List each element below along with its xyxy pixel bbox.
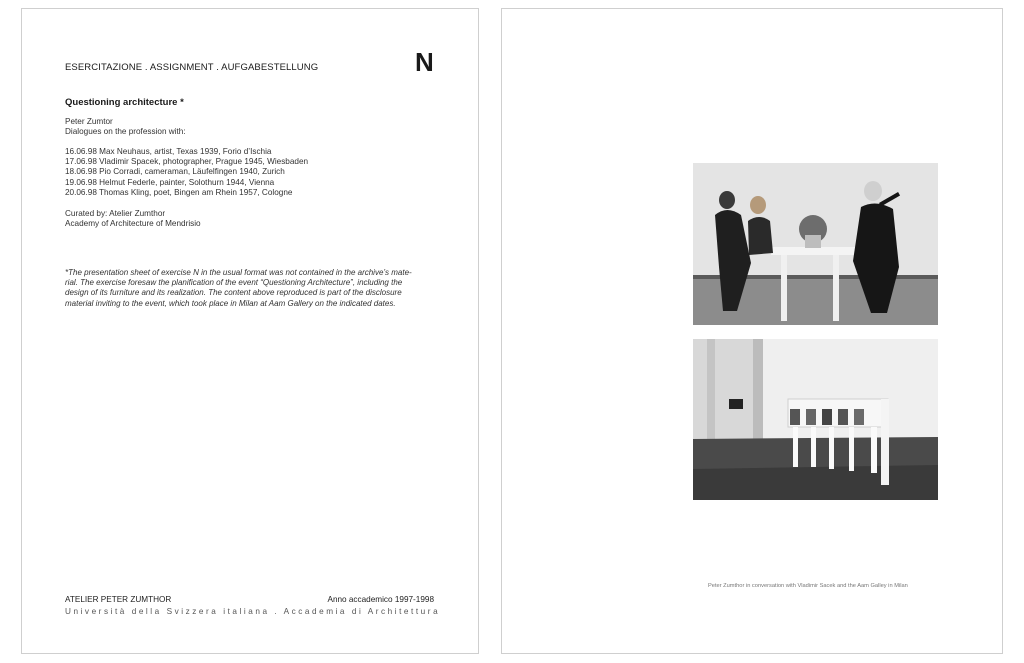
footnote-line: *The presentation sheet of exercise N in the usual format was not contained in the archive’s mate- bbox=[65, 268, 412, 277]
curated-block bbox=[65, 209, 201, 229]
right-page bbox=[501, 8, 1003, 654]
conversation-photo bbox=[693, 163, 938, 325]
academy-name: Academy of Architecture of Mendrisio bbox=[65, 219, 201, 229]
footnote-line: material inviting to the event, which took place in Milan at Aam Gallery on the indicated dates. bbox=[65, 298, 396, 308]
academic-year: Anno accademico 1997-1998 bbox=[327, 595, 434, 604]
author-block bbox=[65, 117, 186, 137]
dialogue-item: 18.06.98 Pio Corradi, cameraman, Läufelfingen 1940, Zurich bbox=[65, 167, 285, 177]
author-name: Peter Zumtor bbox=[65, 117, 113, 126]
footnote-line: rial. The exercise foresaw the planification of the event “Questioning Architecture”, including the bbox=[65, 278, 403, 288]
dialogue-item: 20.06.98 Thomas Kling, poet, Bingen am Rhein 1957, Cologne bbox=[65, 187, 293, 197]
conversation-photo-image bbox=[693, 163, 938, 325]
assignment-header: ESERCITAZIONE . ASSIGNMENT . AUFGABESTELLUNG bbox=[65, 62, 319, 73]
photo-caption: Peter Zumthor in conversation with Vladimir Sacek and the Aam Galley in Milan bbox=[708, 583, 908, 589]
exercise-letter: N bbox=[415, 47, 434, 77]
dialogues-subtitle: Dialogues on the profession with: bbox=[65, 127, 186, 137]
gallery-photo-image bbox=[693, 339, 938, 500]
footnote bbox=[65, 268, 445, 309]
dialogues-list bbox=[65, 147, 308, 198]
dialogue-item: 17.06.98 Vladimir Spacek, photographer, Prague 1945, Wiesbaden bbox=[65, 157, 309, 167]
left-page bbox=[21, 8, 479, 654]
dialogue-item: 16.06.98 Max Neuhaus, artist, Texas 1939, Forio d’Ischia bbox=[65, 147, 272, 156]
dialogue-item: 19.06.98 Helmut Federle, painter, Solothurn 1944, Vienna bbox=[65, 177, 275, 187]
university-line: Università della Svizzera italiana . Accademia di Architettura bbox=[65, 607, 441, 616]
gallery-photo bbox=[693, 339, 938, 500]
page-title: Questioning architecture * bbox=[65, 97, 184, 108]
atelier-name: ATELIER PETER ZUMTHOR bbox=[65, 595, 172, 604]
footnote-line: design of its furniture and its realization. The content above reproduced is part of the disclosure bbox=[65, 288, 402, 298]
curated-by: Curated by: Atelier Zumthor bbox=[65, 209, 166, 218]
